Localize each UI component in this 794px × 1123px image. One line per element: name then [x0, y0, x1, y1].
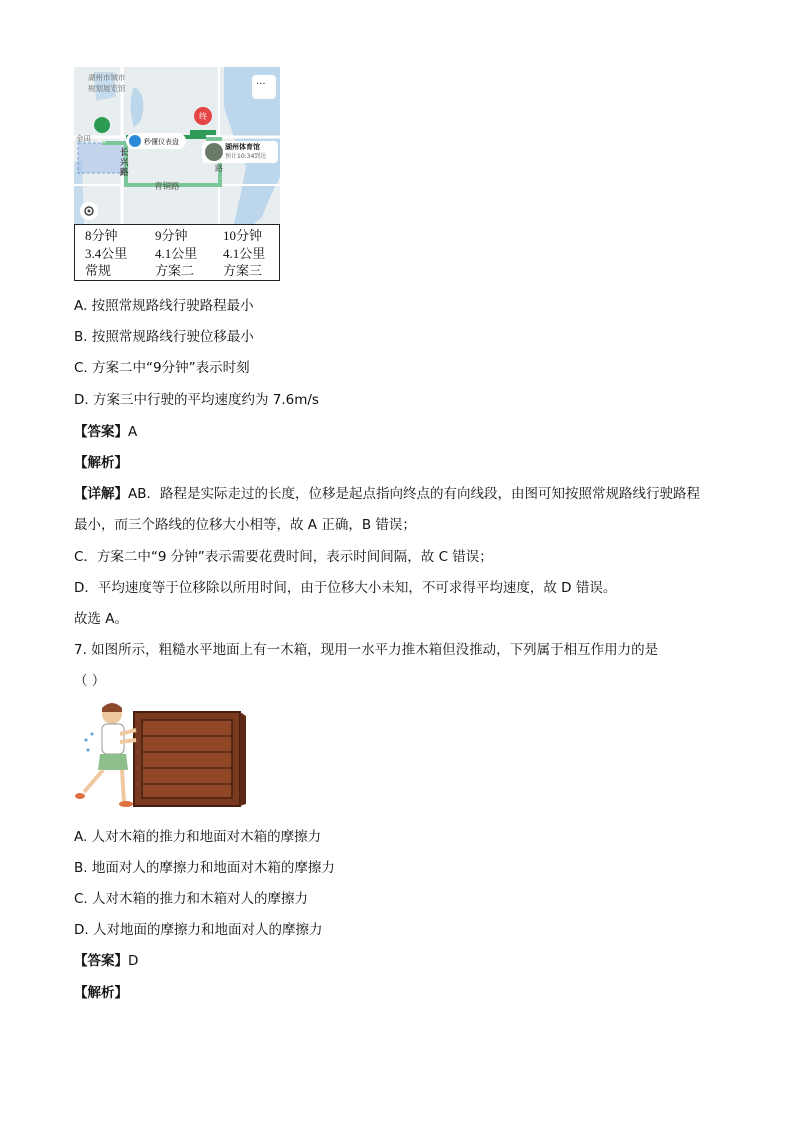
q6-detail-label: 【详解】 [74, 486, 128, 502]
q7-analysis-label: 【解析】 [74, 985, 128, 1001]
q6-answer [74, 423, 137, 441]
route-time-3: 10分钟 [223, 228, 263, 243]
crate-figure-graphic [70, 700, 246, 810]
route-plan-1: 常规 [85, 263, 112, 278]
q6-conclusion: 故选 A。 [74, 611, 129, 627]
person-pushing-crate-illustration [70, 700, 246, 810]
map-label-jintian: 金田 [76, 134, 91, 143]
q6-option-b: B. 按照常规路线行驶位移最小 [74, 329, 254, 345]
map-label-road: 路 [215, 164, 223, 173]
route-plan-2: 方案二 [155, 263, 195, 278]
route-time-1: 8分钟 [85, 228, 118, 243]
destination-card[interactable] [225, 143, 266, 161]
map-label-qingtong-road: 青铜路 [154, 182, 180, 192]
q6-detail-line-2: 最小，而三个路线的位移大小相等，故 A 正确，B 错误； [74, 517, 416, 533]
map-label-planning-hall: 湖州市城市 规划展览馆 [88, 73, 126, 93]
q6-detail-line-1: 【详解】AB．路程是实际走过的长度，位移是起点指向终点的有向线段，由图可知按照常规路线行驶路程 [74, 486, 700, 502]
route-time-2: 9分钟 [155, 228, 188, 243]
q7-stem-line-1: 7. 如图所示，粗糙水平地面上有一木箱，现用一水平力推木箱但没推动，下列属于相互作用力的是 [74, 642, 659, 658]
destination-eta: 预计10:34到达 [225, 153, 267, 160]
route-distance-1: 3.4公里 [85, 246, 128, 261]
q6-detail-line-4: D．平均速度等于位移除以所用时间，由于位移大小未知，不可求得平均速度，故 D 错误。 [74, 580, 617, 596]
q7-answer [74, 952, 138, 970]
q7-option-a: A. 人对木箱的推力和地面对木箱的摩擦力 [74, 829, 322, 845]
q6-analysis-label: 【解析】 [74, 455, 128, 471]
q7-option-d: D. 人对地面的摩擦力和地面对人的摩擦力 [74, 922, 323, 938]
start-marker: 起 [98, 135, 106, 144]
q7-answer-label: 【答案】 [74, 953, 128, 969]
route-plan-3: 方案三 [223, 263, 263, 278]
map-label-changxing-road: 长 兴 路 [120, 148, 129, 178]
q6-detail-line-3: C．方案二中“9 分钟”表示需要花费时间，表示时间间隔，故 C 错误； [74, 549, 493, 565]
locate-icon[interactable] [80, 202, 98, 220]
q6-option-d: D. 方案三中行驶的平均速度约为 7.6m/s [74, 392, 319, 408]
route-table [74, 224, 280, 281]
end-marker: 终 [199, 112, 207, 121]
q7-option-c: C. 人对木箱的推力和木箱对人的摩擦力 [74, 891, 309, 907]
q7-answer-value: D [128, 953, 139, 969]
q7-option-b: B. 地面对人的摩擦力和地面对木箱的摩擦力 [74, 860, 335, 876]
route-map [74, 67, 280, 224]
destination-name: 湖州体育馆 [225, 143, 260, 151]
instrument-chip[interactable]: 秒懂仪表盘 [144, 138, 179, 146]
route-distance-3: 4.1公里 [223, 246, 266, 261]
q6-answer-value: A [128, 424, 138, 440]
q6-option-a: A. 按照常规路线行驶路程最小 [74, 298, 254, 314]
q7-stem-line-2: （ ） [74, 673, 106, 689]
q6-answer-label: 【答案】 [74, 424, 128, 440]
q6-option-c: C. 方案二中“9分钟”表示时刻 [74, 360, 250, 376]
route-distance-2: 4.1公里 [155, 246, 198, 261]
more-button[interactable]: ··· [256, 79, 266, 90]
